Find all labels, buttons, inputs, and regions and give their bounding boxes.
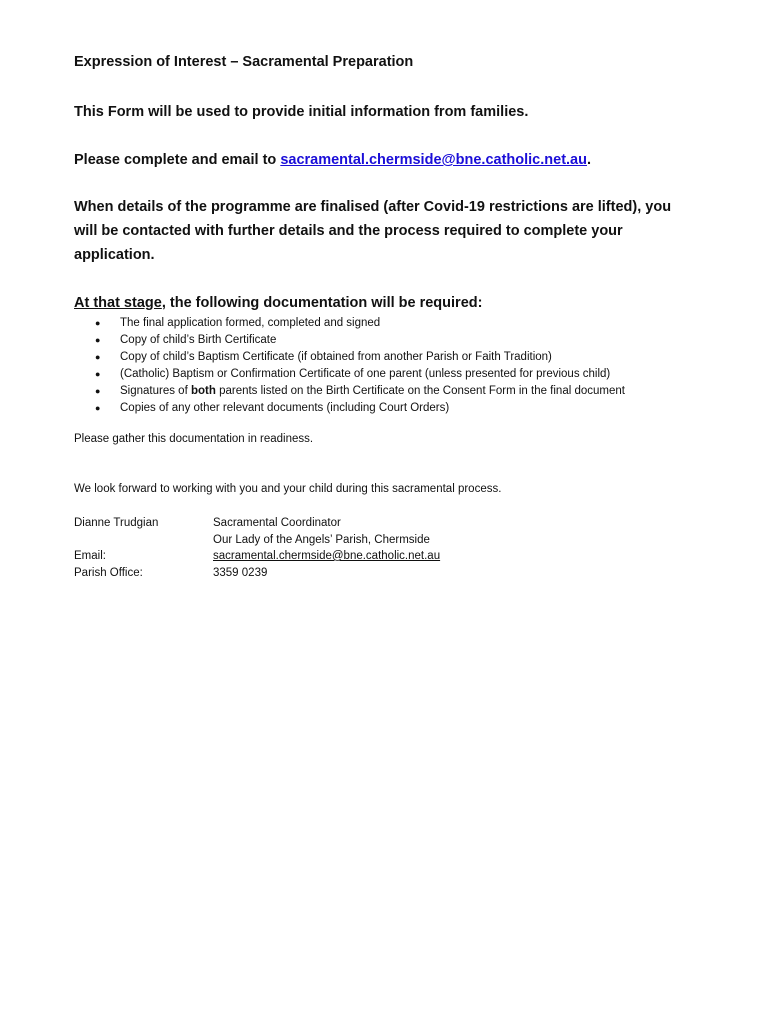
list-item-text: The final application formed, completed and signed — [120, 317, 381, 329]
email-instruction-text: Please complete and email to — [74, 152, 281, 168]
contact-email-label: Email: — [74, 550, 106, 562]
intro-text: This Form will be used to provide initial information from families. — [74, 104, 529, 120]
documentation-heading — [74, 291, 482, 315]
contact-office-label: Parish Office: — [74, 566, 143, 579]
gather-note: Please gather this documentation in readiness. — [74, 433, 314, 445]
contact-role: Sacramental Coordinator — [213, 517, 341, 529]
documentation-heading-underlined: At that stage — [74, 295, 162, 311]
list-item-text-rest: parents listed on the Birth Certificate on the Consent Form in the final document — [215, 385, 625, 397]
list-item — [74, 332, 625, 349]
contact-row-office — [74, 565, 440, 582]
documentation-heading-rest: , the following documentation will be required: — [161, 295, 483, 311]
list-item-emphasis: both — [190, 385, 216, 397]
list-item-text: Copies of any other relevant documents (including Court Orders) — [120, 402, 450, 414]
list-item-text: Signatures of — [120, 385, 191, 397]
bullet-icon: ● — [95, 352, 101, 362]
list-item — [74, 349, 625, 366]
contact-row-email — [74, 548, 440, 565]
email-instruction-period: . — [586, 152, 592, 168]
list-item — [74, 315, 625, 332]
list-item-text: Copy of child’s Baptism Certificate (if obtained from another Parish or Faith Tradition) — [120, 351, 552, 363]
list-item — [74, 366, 625, 383]
contact-email-link[interactable]: sacramental.chermside@bne.catholic.net.au — [213, 550, 441, 562]
bullet-icon: ● — [95, 403, 101, 413]
list-item — [74, 400, 625, 417]
contact-row-name — [74, 515, 440, 532]
document-title: Expression of Interest – Sacramental Preparation — [74, 54, 414, 70]
contact-office-phone: 3359 0239 — [213, 566, 268, 579]
email-link[interactable]: sacramental.chermside@bne.catholic.net.au — [280, 152, 587, 168]
closing-text: We look forward to working with you and your child during this sacramental process. — [74, 483, 502, 495]
email-instruction — [74, 148, 591, 172]
contact-name: Dianne Trudgian — [74, 517, 159, 529]
list-item-text: Copy of child’s Birth Certificate — [120, 334, 277, 346]
bullet-icon: ● — [95, 318, 101, 328]
contact-parish: Our Lady of the Angels’ Parish, Chermside — [213, 533, 430, 546]
programme-details-note: When details of the programme are finalised (after Covid-19 restrictions are lifted), you will be contacted with further details and the process required to complete your application. — [74, 199, 672, 263]
bullet-icon: ● — [95, 369, 101, 379]
bullet-icon: ● — [95, 335, 101, 345]
list-item — [74, 383, 625, 400]
contact-spacer — [74, 532, 213, 549]
contact-row-parish — [74, 532, 440, 549]
bullet-icon: ● — [95, 386, 101, 396]
contact-block — [74, 515, 440, 581]
documentation-list — [74, 315, 625, 417]
list-item-text: (Catholic) Baptism or Confirmation Certificate of one parent (unless presented for previous child) — [120, 368, 611, 380]
